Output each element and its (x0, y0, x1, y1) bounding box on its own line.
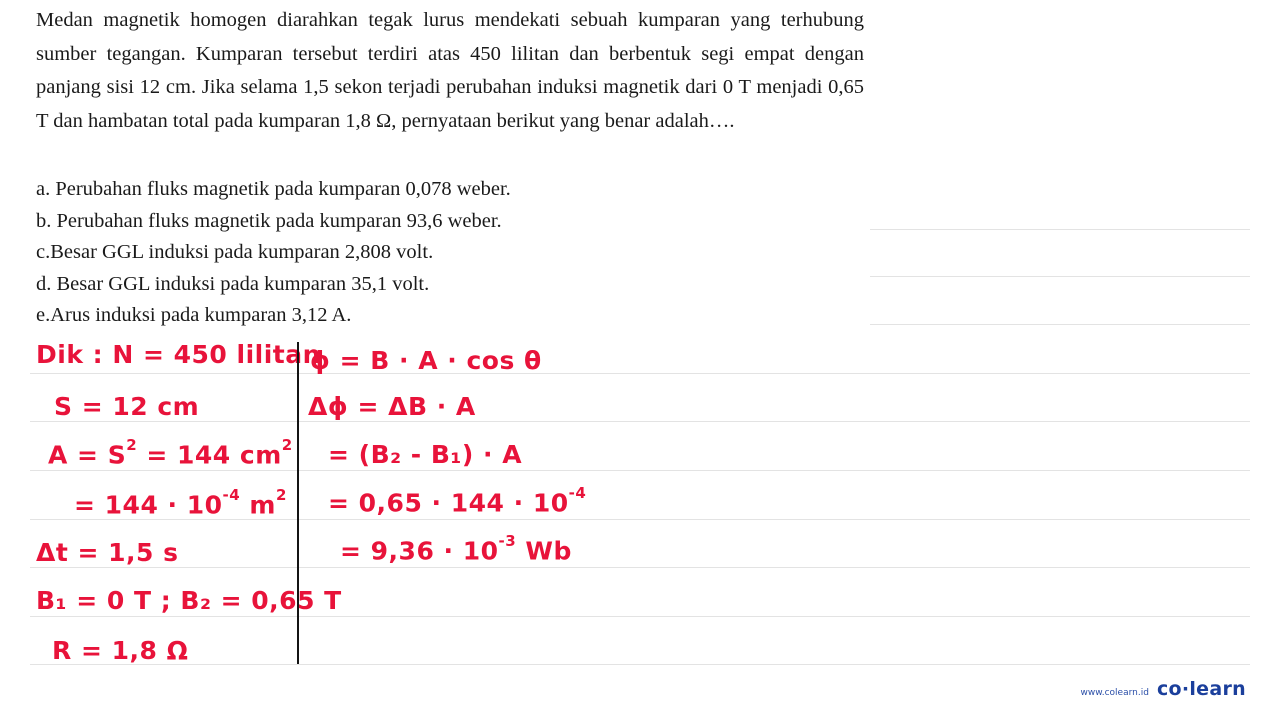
given-area-si: = $144 \cdot 10^{-4}$ $m^2$ (74, 486, 287, 520)
flux-step-2: = $0,65 \cdot 144 \cdot 10^{-4}$ (328, 484, 587, 518)
given-field: B₁ = 0 T ; B₂ = 0,65 T (36, 586, 342, 615)
footer-branding (1080, 678, 1246, 700)
given-area: $A = S^2 = 144$ $cm^2$ (48, 436, 293, 470)
option-c: c.Besar GGL induksi pada kumparan 2,808 volt. (36, 241, 434, 263)
divider-line (297, 342, 299, 664)
given-time: Δt = 1,5 s (36, 538, 179, 567)
rule-line (30, 664, 1250, 665)
flux-result: = $9,36 \cdot 10^{-3}$ Wb (340, 532, 572, 566)
given-side: S = 12 cm (54, 392, 200, 421)
given-n: Dik : N = 450 lilitan (36, 340, 321, 369)
given-resistance: R = 1,8 Ω (52, 636, 189, 665)
rule-line (870, 324, 1250, 325)
option-b: b. Perubahan fluks magnetik pada kumparan 93,6 weber. (36, 209, 502, 232)
rule-line (30, 373, 1250, 374)
rule-line (870, 229, 1250, 230)
flux-change: Δϕ = ΔB · A (308, 392, 476, 421)
site-url[interactable]: www.colearn.id (1080, 688, 1149, 698)
rule-line (30, 567, 1250, 568)
flux-step-1: = (B₂ - B₁) · A (328, 440, 523, 469)
answer-options (36, 174, 511, 332)
question-text: Medan magnetik homogen diarahkan tegak lurus mendekati sebuah kumparan yang terhubung sumber tegangan. Kumparan tersebut terdiri atas 450 lilitan dan berbentuk segi empat dengan panjang sisi 12 cm. Jika selama 1,5 sekon terjadi perubahan induksi magnetik dari 0 T menjadi 0,65 T dan hambatan total pada kumparan 1,8 Ω, pernyataan berikut yang benar adalah…. (36, 9, 864, 132)
option-d: d. Besar GGL induksi pada kumparan 35,1 volt. (36, 272, 430, 295)
option-e: e.Arus induksi pada kumparan 3,12 A. (36, 304, 352, 326)
rule-line (30, 470, 1250, 471)
option-a: a. Perubahan fluks magnetik pada kumparan 0,078 weber. (36, 178, 511, 200)
brand-logo: co·learn (1156, 678, 1246, 700)
rule-line (30, 421, 1250, 422)
flux-formula: ϕ = B · A · cos θ (310, 346, 542, 375)
rule-line (870, 276, 1250, 277)
rule-line (30, 616, 1250, 617)
